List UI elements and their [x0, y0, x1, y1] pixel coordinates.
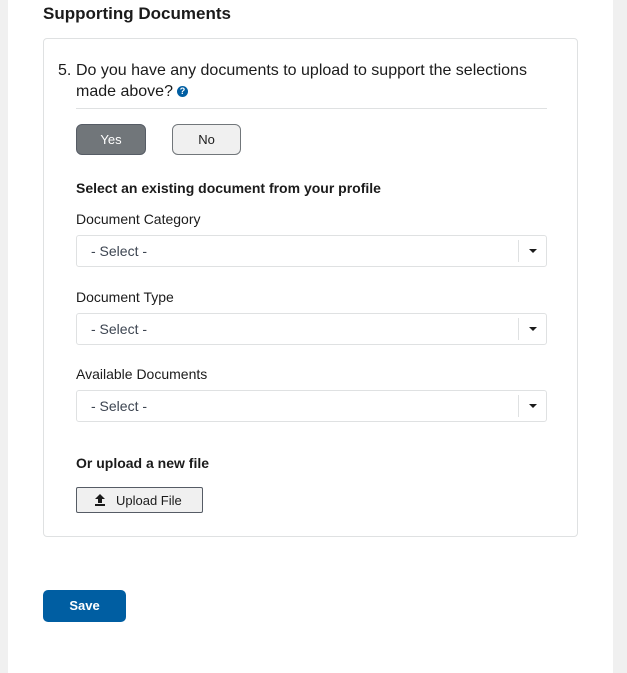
select-separator — [518, 318, 519, 340]
question-text-wrap — [76, 60, 546, 102]
document-category-select[interactable] — [76, 235, 547, 267]
page — [8, 0, 613, 673]
select-separator — [518, 240, 519, 262]
select-value: - Select - — [91, 243, 148, 259]
chevron-down-icon[interactable] — [529, 249, 537, 253]
question-text: Do you have any documents to upload to support the selections made above? — [76, 62, 527, 100]
yes-button[interactable]: Yes — [76, 124, 146, 155]
upload-heading: Or upload a new file — [76, 455, 210, 471]
chevron-down-icon[interactable] — [529, 327, 537, 331]
document-category-label: Document Category — [76, 211, 201, 227]
question-card — [43, 38, 578, 537]
select-value: - Select - — [91, 398, 148, 414]
question-number: 5. — [58, 62, 72, 79]
chevron-down-icon[interactable] — [529, 404, 537, 408]
select-separator — [518, 395, 519, 417]
available-documents-select[interactable] — [76, 390, 547, 422]
available-documents-label: Available Documents — [76, 366, 208, 382]
select-value: - Select - — [91, 321, 148, 337]
upload-icon — [95, 494, 105, 506]
section-title: Supporting Documents — [43, 4, 231, 23]
question-circle-icon[interactable]: ? — [177, 86, 188, 97]
upload-file-button[interactable] — [76, 487, 203, 513]
existing-document-heading: Select an existing document from your profile — [76, 180, 381, 196]
divider — [76, 108, 547, 109]
no-button[interactable]: No — [172, 124, 241, 155]
save-button[interactable]: Save — [43, 590, 126, 622]
document-type-select[interactable] — [76, 313, 547, 345]
upload-file-label: Upload File — [116, 493, 182, 508]
document-type-label: Document Type — [76, 289, 174, 305]
